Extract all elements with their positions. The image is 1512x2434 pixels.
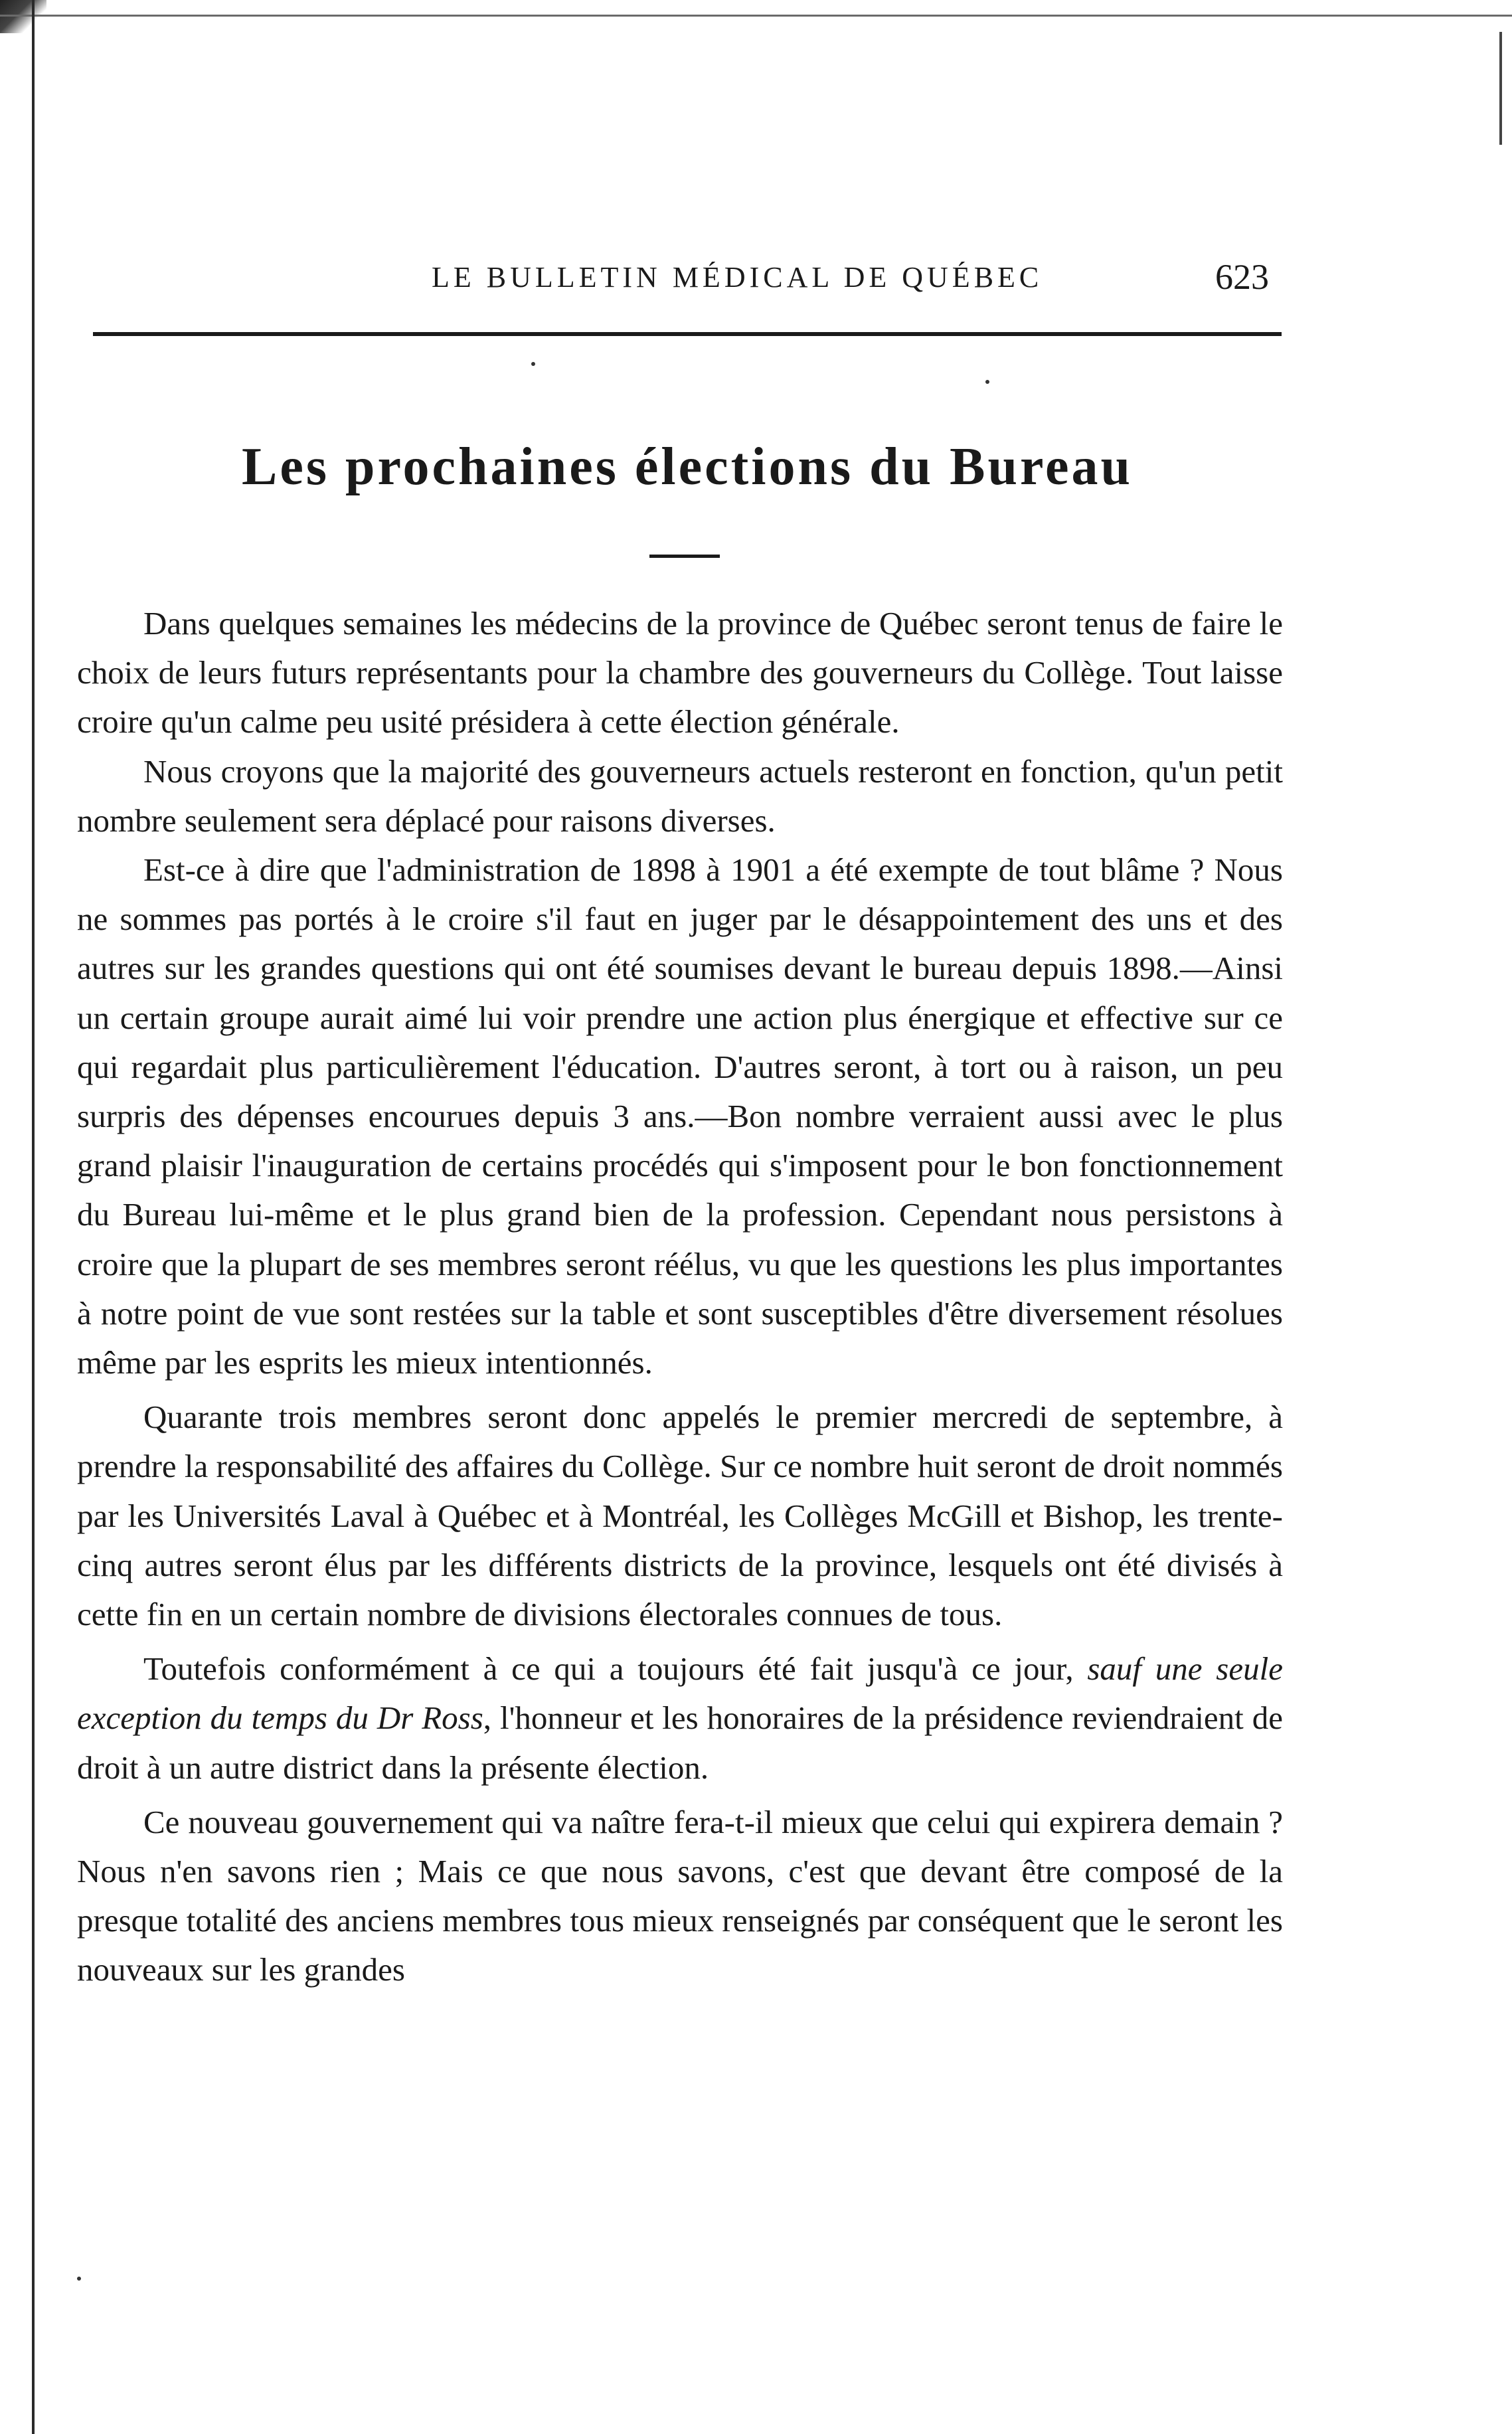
- paragraph-1: Dans quelques semaines les médecins de la province de Québec seront tenus de faire le choix de leurs futurs représentants pour la chambre des gouverneurs du Collège. Tout laisse croire qu'un calme peu usité présidera à cette élection générale.: [77, 605, 1283, 740]
- scan-left-border: [32, 0, 35, 2434]
- article-title: Les prochaines élections du Bureau: [241, 438, 1134, 496]
- paragraph-5-italic: sauf une seule exception du temps du Dr Ross: [77, 1650, 1283, 1737]
- article-body: [77, 599, 1283, 1995]
- ink-speck: [77, 2277, 81, 2281]
- paragraph-2: Nous croyons que la majorité des gouverneurs actuels resteront en fonction, qu'un petit nombre seulement sera déplacé pour raisons diverses.: [77, 752, 1283, 839]
- paragraph-5: [77, 1644, 1283, 1792]
- paragraph-5-start: Toutefois conformément à ce qui a toujours été fait jusqu'à ce jour,: [143, 1650, 1088, 1688]
- paragraph-5-end: , l'honneur et les honoraires de la présidence reviendraient de droit à un autre district dans la présente élection.: [77, 1699, 1283, 1786]
- ink-speck: [985, 380, 989, 384]
- header-rule: [93, 332, 1282, 336]
- paragraph-6: Ce nouveau gouvernement qui va naître fera-t-il mieux que celui qui expirera demain ? Nous n'en savons rien ; Mais ce que nous savons, c'est que devant être composé de la presque totalité des anciens membres tous mieux renseignés par conséquent que le seront les nouveaux sur les grandes: [77, 1803, 1283, 1988]
- running-header: LE BULLETIN MÉDICAL DE QUÉBEC: [432, 261, 1043, 294]
- paragraph-4: Quarante trois membres seront donc appelés le premier mercredi de septembre, à prendre la responsabilité des affaires du Collège. Sur ce nombre huit seront de droit nommés par les Universités Laval à Québec et à Montréal, les Collèges McGill et Bishop, les trente-cinq autres seront élus par les différents districts de la province, lesquels ont été divisés à cette fin en un certain nombre de divisions électorales connues de tous.: [77, 1399, 1283, 1633]
- paragraph-3: Est-ce à dire que l'administration de 1898 à 1901 a été exempte de tout blâme ? Nous ne sommes pas portés à le croire s'il faut en juger par le désappointement des uns et des autres sur les grandes questions qui ont été soumises devant le bureau depuis 1898.—Ainsi un certain groupe aurait aimé lui voir prendre une action plus énergique et effective sur ce qui regardait plus particulièrement l'éducation. D'autres seront, à tort ou à raison, un peu surpris des dépenses encourues depuis 3 ans.—Bon nombre verraient aussi avec le plus grand plaisir l'inauguration de certains procédés qui s'imposent pour le bon fonctionnement du Bureau lui-même et le plus grand bien de la profession. Cependant nous persistons à croire que la plupart de ses membres seront réélus, vu que les questions les plus importantes à notre point de vue sont restées sur la table et sont susceptibles d'être diversement résolues même par les esprits les mieux intentionnés.: [77, 851, 1283, 1381]
- title-rule: [649, 555, 720, 558]
- ink-speck: [531, 362, 535, 366]
- scan-right-edge: [1499, 32, 1502, 145]
- page-number: 623: [1215, 257, 1269, 297]
- scan-top-edge: [0, 15, 1512, 17]
- scan-corner-artifact: [0, 0, 46, 33]
